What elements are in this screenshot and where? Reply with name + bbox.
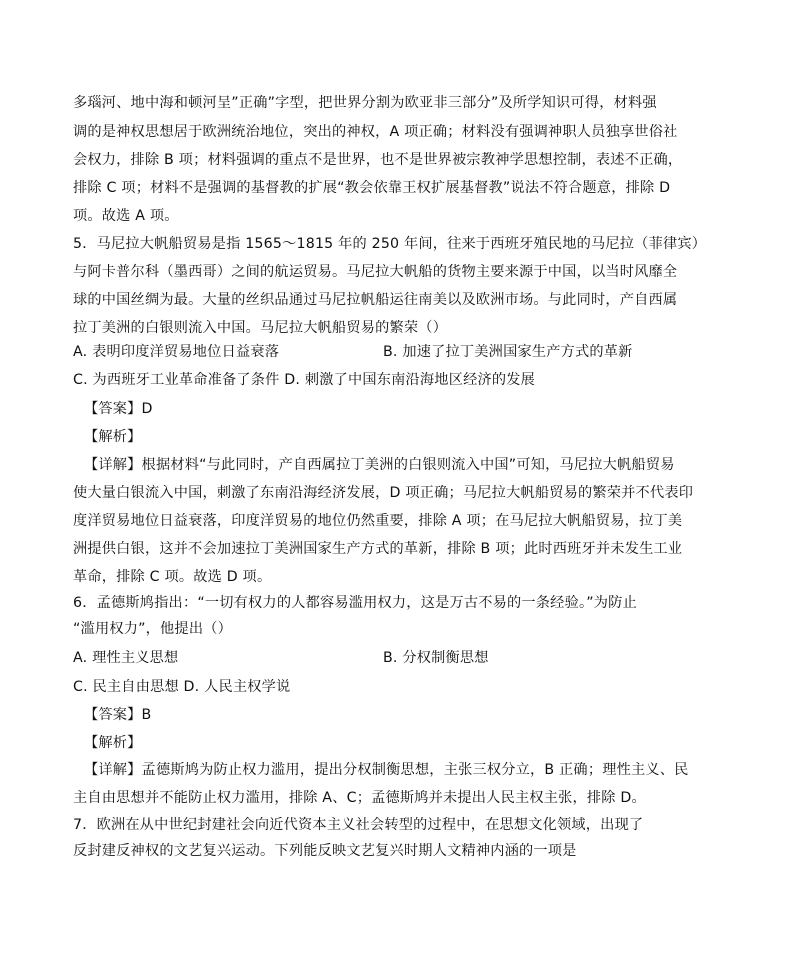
text-line: 与阿卡普尔科（墨西哥）之间的航运贸易。马尼拉大帆船的货物主要来源于中国，以当时风靡全 [73,264,678,280]
answer-label: 【答案】D [84,401,153,417]
option-row [73,648,733,668]
text-line: 多瑙河、地中海和顿河呈”正确”字型，把世界分割为欧亚非三部分”及所学知识可得，材料强 [73,95,657,111]
text-line: 调的是神权思想居于欧洲统治地位，突出的神权，A 项正确；材料没有强调神职人员独享世俗社 [73,124,678,140]
detail-line: 【详解】孟德斯鸠为防止权力滥用，提出分权制衡思想，主张三权分立，B 正确；理性主义、民 [84,762,689,778]
text-line: 项。故选 A 项。 [73,208,179,224]
option-row: C. 为西班牙工业革命准备了条件 D. 刺激了中国东南沿海地区经济的发展 [73,372,536,388]
option-row [73,342,733,362]
question-7-stem: 7．欧洲在从中世纪封建社会向近代资本主义社会转型的过程中，在思想文化领域，出现了 [73,817,644,833]
text-line: 洲提供白银，这并不会加速拉丁美洲国家生产方式的革新，排除 B 项；此时西班牙并未发生工业 [73,541,683,557]
analysis-label: 【解析】 [84,429,142,445]
text-line: 革命，排除 C 项。故选 D 项。 [73,569,272,585]
text-line: 度洋贸易地位日益衰落，印度洋贸易的地位仍然重要，排除 A 项；在马尼拉大帆船贸易，拉丁美 [73,513,683,529]
text-line: “滥用权力”，他提出（） [73,621,232,637]
analysis-label: 【解析】 [84,735,142,751]
question-5-stem: 5．马尼拉大帆船贸易是指 1565～1815 年的 250 年间，往来于西班牙殖民地的马尼拉（菲律宾） [73,236,707,252]
text-line: 主自由思想并不能防止权力滥用，排除 A、C；孟德斯鸠并未提出人民主权主张，排除 D。 [73,790,646,806]
text-line: 拉丁美洲的白银则流入中国。马尼拉大帆船贸易的繁荣（） [73,320,448,336]
option-a: A. 表明印度洋贸易地位日益衰落 [73,344,280,360]
text-line: 会权力，排除 B 项；材料强调的重点不是世界，也不是世界被宗教神学思想控制，表述不正确， [73,152,683,168]
option-b: B. 分权制衡思想 [383,650,489,666]
question-6-stem: 6．孟德斯鸠指出：“一切有权力的人都容易滥用权力，这是万古不易的一条经验。”为防止 [73,595,637,611]
text-line: 排除 C 项；材料不是强调的基督教的扩展“教会依靠王权扩展基督教”说法不符合题意，排除 D [73,180,671,196]
option-row: C. 民主自由思想 D. 人民主权学说 [73,679,291,695]
answer-label: 【答案】B [84,707,152,723]
text-line: 反封建反神权的文艺复兴运动。下列能反映文艺复兴时期人文精神内涵的一项是 [73,843,577,859]
option-b: B. 加速了拉丁美洲国家生产方式的革新 [383,344,633,360]
text-line: 球的中国丝绸为最。大量的丝织品通过马尼拉帆船运往南美以及欧洲市场。与此同时，产自西属 [73,292,678,308]
text-line: 使大量白银流入中国，刺激了东南沿海经济发展，D 项正确；马尼拉大帆船贸易的繁荣并不代表印 [73,485,694,501]
detail-line: 【详解】根据材料“与此同时，产自西属拉丁美洲的白银则流入中国”可知，马尼拉大帆船贸易 [84,457,675,473]
option-a: A. 理性主义思想 [73,650,179,666]
